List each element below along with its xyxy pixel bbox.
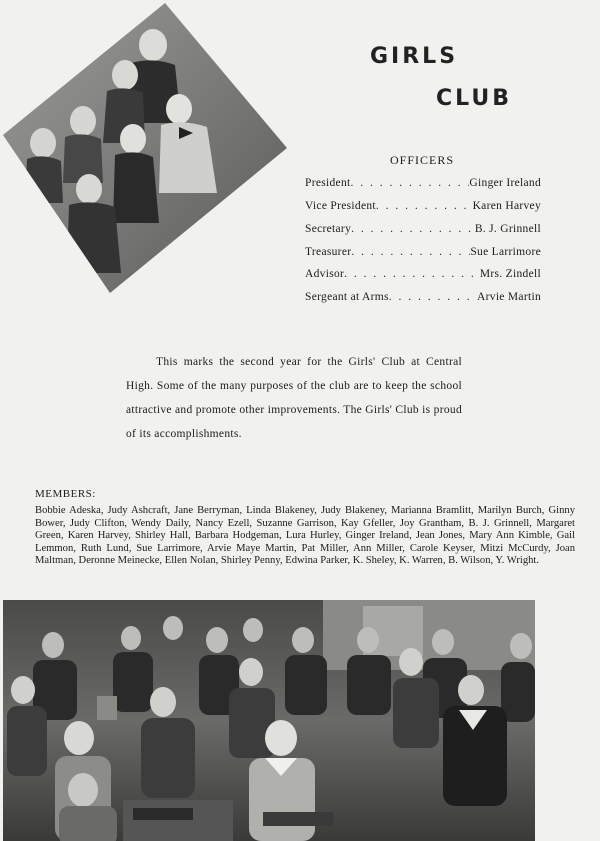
leader-dots [351,177,470,189]
leader-dots [351,246,470,258]
leader-dots [351,223,475,235]
officer-name: Sue Larrimore [470,246,541,258]
officer-name: Arvie Martin [477,291,541,303]
officer-row-sergeant-at-arms [305,291,541,303]
club-meeting-photo [3,600,535,841]
officer-row-treasurer [305,246,541,258]
page-title-line-2: CLUB [436,86,513,111]
officer-name: Mrs. Zindell [479,268,541,280]
officer-name: Ginger Ireland [469,177,541,189]
leader-dots [376,200,473,212]
officer-role: Treasurer [305,246,352,258]
officer-name: Karen Harvey [472,200,541,212]
leader-dots [344,268,480,280]
members-list: Bobbie Adeska, Judy Ashcraft, Jane Berryman, Linda Blakeney, Judy Blakeney, Marianna Bramlitt, Marilyn Burch, Ginny Bower, Judy Clifton, Wendy Daily, Nancy Ezell, Suzanne Garrison, Kay Gfeller, Joy Grantham, B. J. Grinnell, Margaret Green, Karen Harvey, Shirley Hall, Barbara Hodgeman, Lura Hurley, Ginger Ireland, Jean Jones, Mary Ann Kimble, Gail Lemmon, Ruth Lund, Sue Larrimore, Arvie Maye Martin, Pat Miller, Ann Miller, Carole Keyser, Mitzi McCurdy, Joan Maltman, Deronne Meinecke, Ellen Nolan, Shirley Penny, Edwina Parker, K. Sheley, K. Warren, B. Wilson, Y. Wright. [35,505,575,567]
officer-role: Sergeant at Arms [305,291,389,303]
officer-row-advisor [305,268,541,280]
officer-role: Secretary [305,223,352,235]
officer-role: Advisor [305,268,345,280]
officer-row-secretary [305,223,541,235]
club-description: This marks the second year for the Girls' Club at Central High. Some of the many purposes of the club are to keep the school attractive and promote other improvements. The Girls' Club is proud of its accomplishments. [126,355,462,440]
officers-group-photo [3,3,287,293]
officer-row-president [305,177,541,189]
leader-dots [389,291,477,303]
page-title-line-1: GIRLS [370,44,459,69]
officer-row-vice-president [305,200,541,212]
officers-heading: OFFICERS [390,153,455,167]
officer-role: Vice President [305,200,376,212]
members-heading: MEMBERS: [35,488,96,500]
officer-name: B. J. Grinnell [474,223,541,235]
officer-role: President [305,177,351,189]
